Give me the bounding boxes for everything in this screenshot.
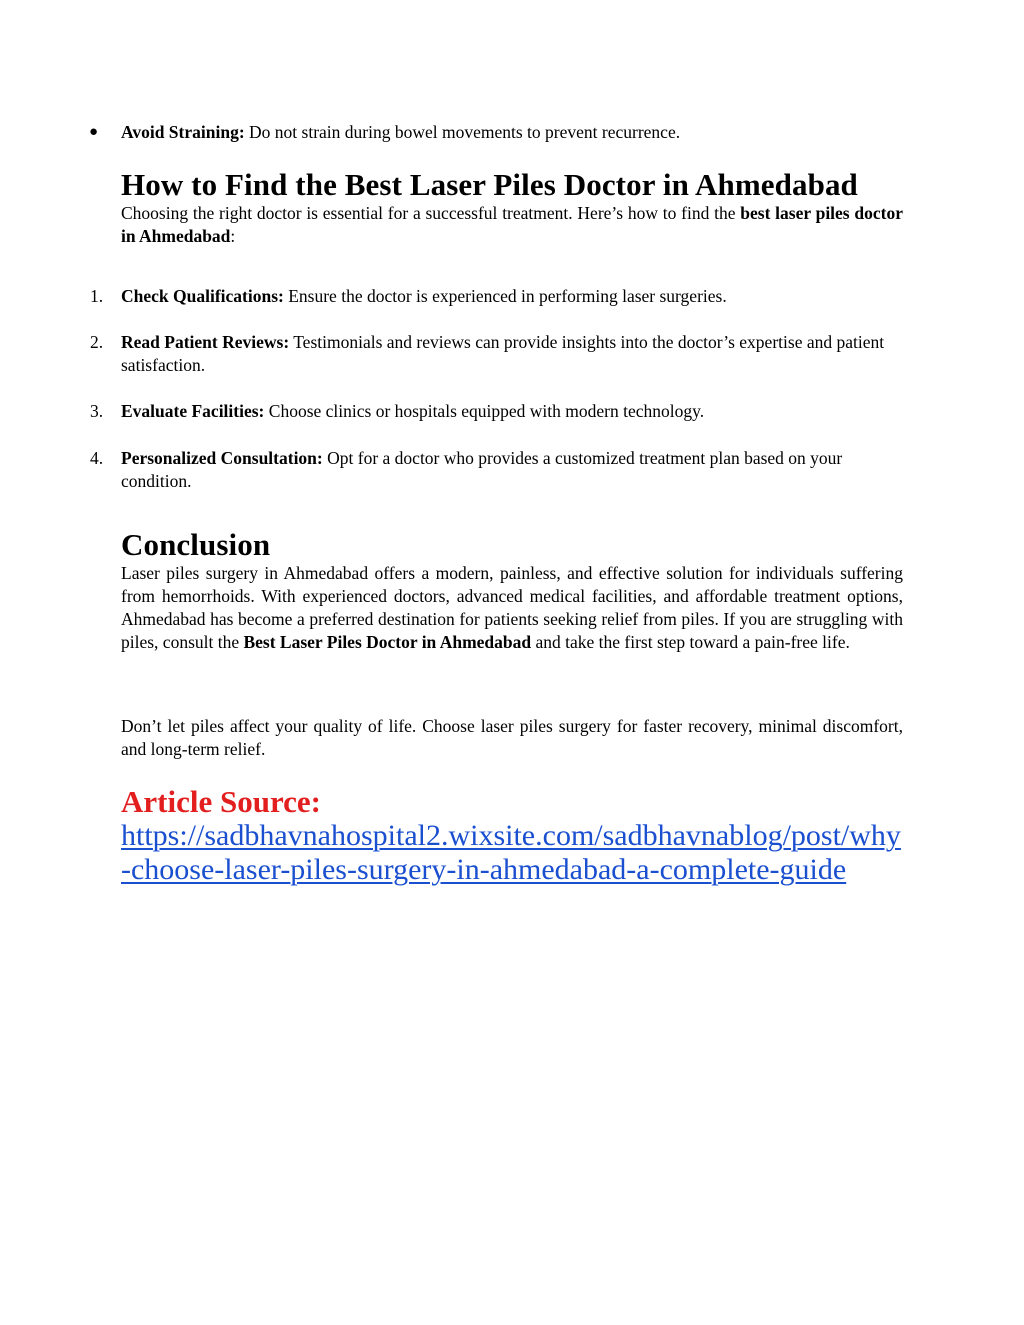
list-item-term: Personalized Consultation: <box>121 448 323 468</box>
list-item-term: Evaluate Facilities: <box>121 401 265 421</box>
list-item-text: Choose clinics or hospitals equipped with modern technology. <box>264 401 705 421</box>
numbered-list-item <box>90 285 903 308</box>
list-item-term: Read Patient Reviews: <box>121 332 290 352</box>
conclusion-text-end: and take the first step toward a pain-free life. <box>531 632 850 652</box>
bullet-text: Do not strain during bowel movements to prevent recurrence. <box>244 122 681 142</box>
list-item-text: Testimonials and reviews can provide insights into the doctor’s expertise and patient satisfaction. <box>121 332 885 375</box>
find-intro-suffix: : <box>230 226 236 246</box>
conclusion-text: Laser piles surgery in Ahmedabad offers a modern, painless, and effective solution for individuals suffering from hemorrhoids. With experienced doctors, advanced medical facilities, and affordable treatment options, Ahmedabad has become a preferred destination for patients seeking relief from piles. If you are struggling with piles, consult the <box>121 563 903 652</box>
numbered-list-item <box>90 447 903 493</box>
find-section <box>121 168 903 248</box>
article-source-link[interactable] <box>121 819 903 887</box>
conclusion-bold: Best Laser Piles Doctor in Ahmedabad <box>243 632 532 652</box>
closing-paragraph: Don’t let piles affect your quality of life. Choose laser piles surgery for faster recovery, minimal discomfort, and long-term relief. <box>121 716 903 759</box>
bullet-dot-icon: ● <box>89 124 99 140</box>
conclusion-section <box>121 528 903 654</box>
list-number: 3. <box>90 401 104 421</box>
bullet-term: Avoid Straining: <box>121 122 245 142</box>
list-item-term: Check Qualifications: <box>121 286 284 306</box>
list-item-text: Ensure the doctor is experienced in performing laser surgeries. <box>283 286 727 306</box>
conclusion-paragraph <box>121 562 903 654</box>
list-item-text: Opt for a doctor who provides a customized treatment plan based on your condition. <box>121 448 843 491</box>
article-source-url-line2: -choose-laser-piles-surgery-in-ahmedabad-a-complete-guide <box>121 853 847 886</box>
article-source-heading: Article Source: <box>121 784 321 819</box>
numbered-list-item <box>90 400 903 423</box>
find-section-heading: How to Find the Best Laser Piles Doctor in Ahmedabad <box>121 167 858 202</box>
find-intro-text: Choosing the right doctor is essential for a successful treatment. Here’s how to find the <box>121 203 741 223</box>
find-section-intro <box>121 202 903 248</box>
conclusion-heading: Conclusion <box>121 527 271 562</box>
bullet-list-item <box>89 122 903 143</box>
list-number: 4. <box>90 448 104 468</box>
list-number: 2. <box>90 332 104 352</box>
article-source-url-line1: https://sadbhavnahospital2.wixsite.com/sadbhavnablog/post/why <box>121 819 901 852</box>
closing-paragraph-block <box>121 715 903 761</box>
find-intro-bold: best laser piles doctor in Ahmedabad <box>121 203 903 246</box>
numbered-list-item <box>90 331 903 377</box>
list-number: 1. <box>90 286 104 306</box>
article-source-section <box>121 785 903 887</box>
